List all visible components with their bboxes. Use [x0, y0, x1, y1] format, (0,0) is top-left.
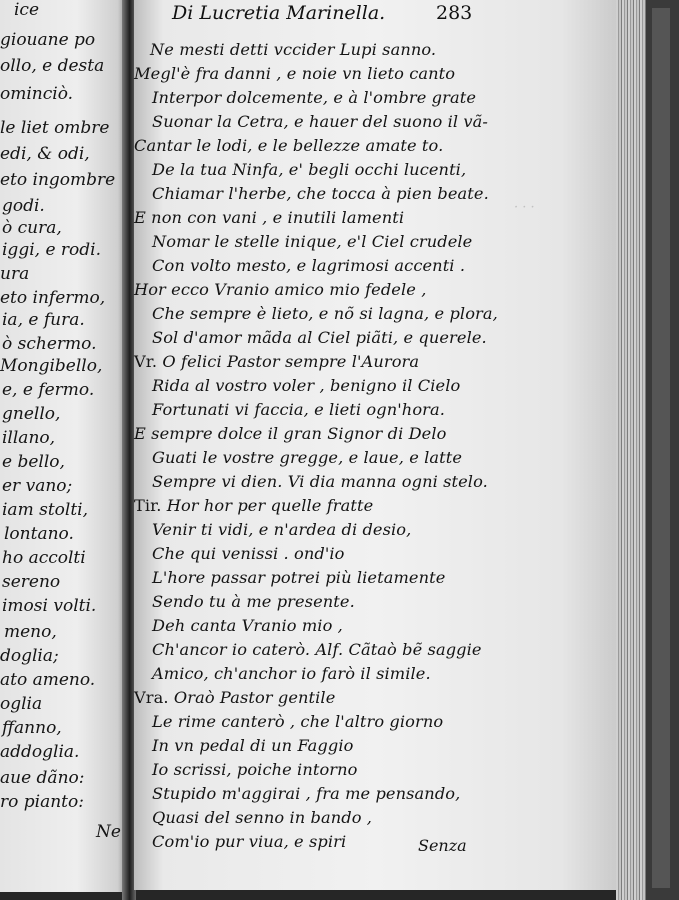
verse-line-text: Hor hor per quelle fratte — [166, 496, 374, 515]
verse-line-text: Megl'è fra danni , e noie vn lieto canto — [134, 64, 456, 83]
verse-line — [152, 734, 353, 758]
left-page-line: edi, & odi, — [0, 144, 90, 164]
verse-line — [152, 662, 431, 686]
verse-line-text: Ne mesti detti vccider Lupi sanno. — [150, 40, 437, 59]
verse-line — [152, 254, 465, 278]
verse-line-text: Sol d'amor mãda al Ciel piãti, e querele. — [152, 328, 487, 347]
verse-line-text: Nomar le stelle inique, e'l Ciel crudele — [152, 232, 473, 251]
verse-line — [152, 182, 489, 206]
left-page-line: iggi, e rodi. — [2, 240, 101, 260]
verse-line-text: In vn pedal di un Faggio — [152, 736, 354, 755]
verse-line-text: Chiamar l'herbe, che tocca à pien beate. — [152, 184, 489, 203]
left-page-line: ho accolti — [2, 548, 86, 568]
left-page-line: e, e fermo. — [2, 380, 95, 400]
verse-line-text: Con volto mesto, e lagrimosi accenti . — [152, 256, 466, 275]
left-page-line: meno, — [4, 622, 57, 642]
page-edges — [616, 0, 646, 900]
left-page-line: ò schermo. — [2, 334, 97, 354]
speaker-label: Tir. — [134, 496, 162, 515]
verse-line — [134, 62, 455, 86]
verse-line — [152, 590, 355, 614]
verse-line — [134, 494, 373, 518]
verse-line-text: Suonar la Cetra, e hauer del suono il vã- — [152, 112, 488, 131]
verse-line-text: Interpor dolcemente, e à l'ombre grate — [152, 88, 477, 107]
verse-line-text: Quasi del senno in bando , — [152, 808, 373, 827]
speaker-label: Vra. — [134, 688, 169, 707]
verse-line — [152, 542, 345, 566]
left-page-line: ffanno, — [2, 718, 62, 738]
left-page-line: le liet ombre — [0, 118, 110, 138]
left-page-line: ato ameno. — [0, 670, 96, 690]
verse-line — [152, 566, 445, 590]
verse-line — [134, 422, 446, 446]
left-page-line: iam stolti, — [2, 500, 88, 520]
left-page-line: lontano. — [4, 524, 74, 544]
verse-line — [152, 446, 462, 470]
left-page-line: addoglia. — [0, 742, 80, 762]
verse-line — [134, 206, 404, 230]
verse-line — [152, 86, 476, 110]
verse-line — [152, 470, 488, 494]
verse-line-text: Amico, ch'anchor io farò il simile. — [152, 664, 431, 683]
left-page-line: eto infermo, — [0, 288, 106, 308]
left-page-line: imosi volti. — [2, 596, 97, 616]
verse-line — [152, 614, 343, 638]
left-page-line: ro pianto: — [0, 792, 84, 812]
verse-line-text: Che sempre è lieto, e nõ si lagna, e plora, — [152, 304, 498, 323]
left-page-line: e bello, — [2, 452, 65, 472]
verse-line-text: Le rime canterò , che l'altro giorno — [152, 712, 444, 731]
left-page-line: Ne — [96, 822, 121, 842]
verse-line-text: Ch'ancor io caterò. Alf. Cãtaò bẽ saggie — [152, 640, 482, 659]
verse-line — [152, 806, 372, 830]
verse-line-text: L'hore passar potrei più lietamente — [152, 568, 446, 587]
verse-line-text: Stupido m'aggirai , fra me pensando, — [152, 784, 461, 803]
verse-line-text: Fortunati vi faccia, e lieti ogn'hora. — [152, 400, 446, 419]
left-page-line: ollo, e desta — [0, 56, 105, 76]
verse-line-text: Oraò Pastor gentile — [173, 688, 336, 707]
page-number: 283 — [436, 2, 473, 24]
verse-line — [134, 278, 426, 302]
verse-line-text: Sendo tu à me presente. — [152, 592, 355, 611]
catchword: Senza — [418, 836, 467, 855]
verse-line-text: Rida al vostro voler , benigno il Cielo — [152, 376, 461, 395]
left-page-line: sereno — [2, 572, 61, 592]
verse-line — [152, 710, 443, 734]
left-page-line: oglia — [0, 694, 43, 714]
verse-line-text: E sempre dolce il gran Signor di Delo — [134, 424, 447, 443]
left-page-line: ominciò. — [0, 84, 74, 104]
verse-line-text: Com'io pur viua, e spiri — [152, 832, 347, 851]
left-page-line: aue dãno: — [0, 768, 85, 788]
verse-line — [152, 518, 411, 542]
verse-line — [152, 638, 482, 662]
left-page-line: gnello, — [2, 404, 61, 424]
left-page-line: ura — [0, 264, 30, 284]
left-page-line: illano, — [2, 428, 56, 448]
verse-line — [134, 134, 443, 158]
verse-line — [152, 782, 460, 806]
verse-line-text: Io scrissi, poiche intorno — [152, 760, 358, 779]
left-page — [0, 0, 128, 892]
verse-line — [152, 758, 358, 782]
speaker-label: Vr. — [134, 352, 158, 371]
left-page-line: ia, e fura. — [2, 310, 85, 330]
verse-line — [150, 38, 436, 62]
verse-line — [152, 326, 487, 350]
verse-line — [152, 110, 488, 134]
verse-line — [152, 398, 445, 422]
verse-line-text: Guati le vostre gregge, e laue, e latte — [152, 448, 463, 467]
verse-line-text: E non con vani , e inutili lamenti — [134, 208, 405, 227]
show-through-text: · · · — [514, 200, 535, 215]
verse-line-text: Che qui venissi . ond'io — [152, 544, 345, 563]
running-head: Di Lucretia Marinella. — [172, 2, 386, 24]
verse-line-text: Venir ti vidi, e n'ardea di desio, — [152, 520, 412, 539]
cover-board — [652, 8, 670, 888]
left-page-line: godi. — [2, 196, 45, 216]
verse-line — [134, 350, 419, 374]
verse-line-text: De la tua Ninfa, e' begli occhi lucenti, — [152, 160, 467, 179]
left-page-line: ò cura, — [2, 218, 62, 238]
left-page-line: Mongibello, — [0, 356, 103, 376]
verse-line-text: Deh canta Vranio mio , — [152, 616, 343, 635]
left-page-line: er vano; — [2, 476, 73, 496]
left-page-line: giouane po — [0, 30, 96, 50]
verse-line — [152, 302, 498, 326]
verse-line-text: Hor ecco Vranio amico mio fedele , — [134, 280, 427, 299]
left-page-line: doglia; — [0, 646, 59, 666]
left-page-line: ice — [14, 0, 40, 20]
verse-line — [152, 830, 346, 854]
verse-line — [152, 230, 472, 254]
verse-line — [152, 158, 466, 182]
verse-line-text: Sempre vi dien. Vi dia manna ogni stelo. — [152, 472, 488, 491]
verse-line-text: O felici Pastor sempre l'Aurora — [162, 352, 420, 371]
verse-line-text: Cantar le lodi, e le bellezze amate to. — [134, 136, 444, 155]
verse-line — [152, 374, 460, 398]
left-page-line: eto ingombre — [0, 170, 116, 190]
verse-line — [134, 686, 335, 710]
